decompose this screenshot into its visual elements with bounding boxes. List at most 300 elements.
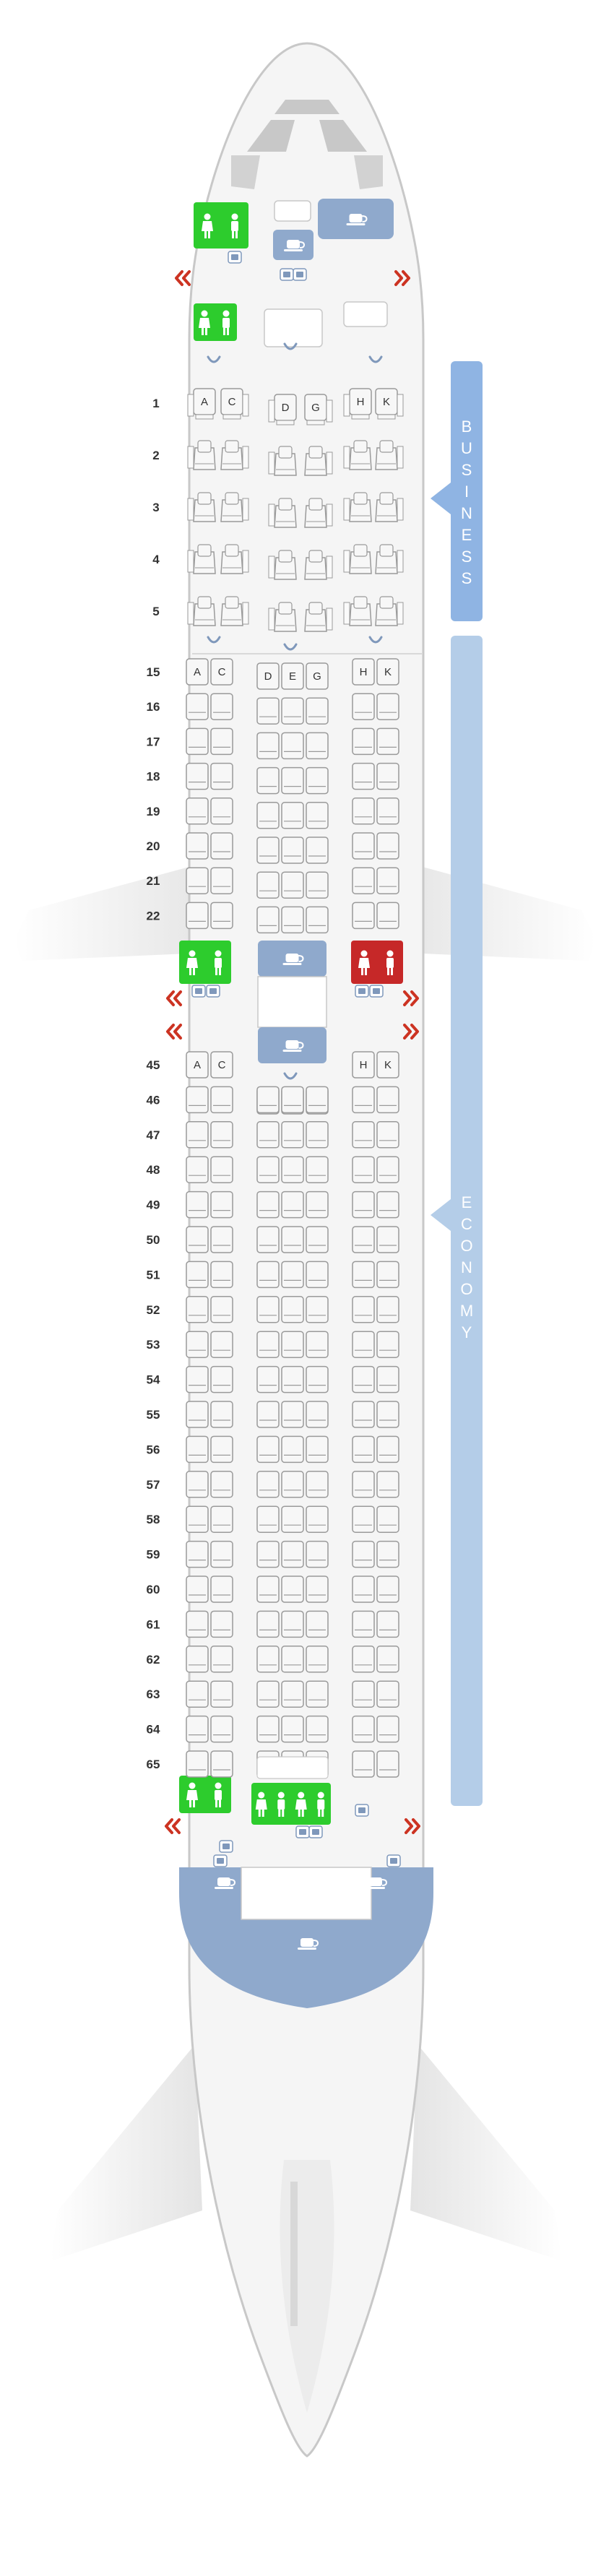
seat[interactable]: [306, 907, 328, 933]
seat[interactable]: [211, 1192, 233, 1218]
seat[interactable]: [306, 1086, 328, 1112]
seat[interactable]: [257, 872, 279, 898]
seat-letter: H: [356, 396, 365, 408]
seat[interactable]: [377, 1542, 399, 1568]
left-wing: [14, 867, 189, 961]
seat[interactable]: [186, 1576, 208, 1602]
seat[interactable]: [282, 1646, 303, 1672]
seat[interactable]: [377, 659, 399, 685]
seat[interactable]: [377, 1506, 399, 1532]
row-number: 2: [152, 449, 160, 462]
seat-letter: C: [217, 1059, 226, 1071]
seat-letter: K: [382, 396, 391, 408]
seat[interactable]: [257, 803, 279, 829]
seat[interactable]: [257, 1646, 279, 1672]
row-number: 19: [146, 804, 160, 818]
row-number: 60: [146, 1583, 160, 1596]
right-wing: [423, 867, 596, 961]
exit-aft-left: [166, 1820, 179, 1833]
seat[interactable]: [282, 1716, 303, 1742]
seat[interactable]: [353, 1611, 374, 1637]
seat-letter: G: [311, 402, 320, 414]
seat[interactable]: [353, 1192, 374, 1218]
row-number: 20: [146, 839, 160, 853]
lavatory-front-left: [194, 202, 248, 248]
seat[interactable]: [282, 768, 303, 794]
seat[interactable]: [282, 1576, 303, 1602]
seat[interactable]: [211, 1052, 233, 1078]
galley-front-right: [318, 199, 394, 239]
economy-row: [147, 1716, 399, 1742]
seat[interactable]: [257, 1471, 279, 1497]
row-number: 1: [152, 397, 160, 410]
exit-mid-2-left: [168, 1025, 181, 1038]
economy-row: [147, 1542, 399, 1568]
closet-icon: [296, 1826, 309, 1838]
economy-row: [147, 1506, 399, 1532]
row-number: 22: [146, 909, 160, 923]
economy-row: [147, 1227, 399, 1253]
economy-row: [147, 1367, 399, 1393]
seat[interactable]: [186, 1052, 208, 1078]
seat[interactable]: [282, 663, 303, 689]
seat-letter: K: [384, 666, 392, 678]
seat-letter: H: [359, 666, 368, 678]
seat[interactable]: [211, 1716, 233, 1742]
seat[interactable]: [282, 907, 303, 933]
seat-letter: H: [359, 1059, 368, 1071]
seat[interactable]: [186, 833, 208, 859]
seat[interactable]: [377, 1576, 399, 1602]
economy-row: [147, 1192, 399, 1218]
seat[interactable]: [211, 1611, 233, 1637]
seat[interactable]: [186, 1542, 208, 1568]
seat[interactable]: [306, 803, 328, 829]
seat[interactable]: [377, 1261, 399, 1287]
seat[interactable]: [377, 1681, 399, 1707]
seat[interactable]: [353, 1227, 374, 1253]
lavatory-mid-left: [179, 941, 231, 984]
seat[interactable]: [353, 1681, 374, 1707]
row-number: 49: [146, 1198, 160, 1212]
seat[interactable]: [186, 1436, 208, 1462]
seat[interactable]: [306, 1401, 328, 1427]
closet-icon: [293, 269, 306, 280]
closet-aft-center: [257, 1757, 328, 1778]
seat[interactable]: [377, 868, 399, 894]
seat[interactable]: [353, 764, 374, 790]
seat-letter: A: [200, 396, 209, 408]
closet-icon: [192, 985, 205, 997]
lavatory-front-left-2: [194, 303, 237, 341]
seat[interactable]: [211, 1157, 233, 1183]
seat[interactable]: [186, 1192, 208, 1218]
seat[interactable]: [282, 1542, 303, 1568]
seat[interactable]: [282, 803, 303, 829]
seat[interactable]: [353, 1261, 374, 1287]
seat-letter: A: [193, 666, 202, 678]
seat[interactable]: [186, 728, 208, 754]
seat[interactable]: [306, 1576, 328, 1602]
seat[interactable]: [186, 1331, 208, 1357]
seat[interactable]: [353, 1122, 374, 1148]
seat[interactable]: [377, 764, 399, 790]
row-number: 16: [146, 700, 160, 714]
seat[interactable]: [377, 1471, 399, 1497]
seat[interactable]: [257, 1542, 279, 1568]
seat[interactable]: [211, 798, 233, 824]
seat[interactable]: [211, 1227, 233, 1253]
seat[interactable]: [377, 798, 399, 824]
seat[interactable]: [353, 902, 374, 928]
economy-row: [147, 1471, 399, 1497]
economy-row: [147, 1681, 399, 1707]
seat[interactable]: [282, 1157, 303, 1183]
seat[interactable]: [211, 1506, 233, 1532]
seat[interactable]: [306, 1122, 328, 1148]
seat[interactable]: [186, 1506, 208, 1532]
seat[interactable]: [211, 1297, 233, 1323]
seat[interactable]: [186, 868, 208, 894]
seat[interactable]: [211, 1681, 233, 1707]
row-number: 3: [152, 501, 160, 514]
seat[interactable]: [257, 1681, 279, 1707]
seat[interactable]: [211, 1122, 233, 1148]
seat[interactable]: [186, 1646, 208, 1672]
seat[interactable]: [306, 1471, 328, 1497]
seat[interactable]: [377, 902, 399, 928]
seat[interactable]: [282, 872, 303, 898]
seat-letter: G: [313, 670, 321, 683]
seat[interactable]: [377, 1367, 399, 1393]
seat[interactable]: [306, 1611, 328, 1637]
seat[interactable]: [353, 1157, 374, 1183]
seat[interactable]: [211, 1542, 233, 1568]
seat[interactable]: [377, 1401, 399, 1427]
seat[interactable]: [306, 837, 328, 863]
seat[interactable]: [377, 693, 399, 719]
seat[interactable]: [257, 1576, 279, 1602]
seat[interactable]: [353, 1751, 374, 1777]
exit-mid-1-left: [168, 992, 181, 1005]
seat[interactable]: [186, 693, 208, 719]
seat[interactable]: [211, 833, 233, 859]
seat[interactable]: [353, 833, 374, 859]
row-number: 4: [152, 553, 160, 566]
row-number: 61: [146, 1617, 160, 1632]
seat[interactable]: [186, 659, 208, 685]
row-number: 54: [146, 1373, 160, 1387]
seat[interactable]: [282, 1331, 303, 1357]
seat[interactable]: [353, 1471, 374, 1497]
seat[interactable]: [306, 732, 328, 758]
row-number: 45: [146, 1058, 160, 1072]
seat[interactable]: [257, 1122, 279, 1148]
seat[interactable]: [211, 1436, 233, 1462]
seat[interactable]: [306, 1716, 328, 1742]
galley-front-center: [273, 230, 314, 260]
closet-icon: [355, 985, 368, 997]
seat[interactable]: [353, 1401, 374, 1427]
economy-row: [147, 1646, 399, 1672]
seat[interactable]: [377, 1751, 399, 1777]
exit-chevron-icon: [166, 1820, 179, 1833]
seat[interactable]: [306, 1681, 328, 1707]
economy-row: [147, 1122, 399, 1148]
seat[interactable]: [377, 1227, 399, 1253]
seat[interactable]: [377, 1297, 399, 1323]
seat[interactable]: [257, 1367, 279, 1393]
seat[interactable]: [377, 1122, 399, 1148]
seat[interactable]: [353, 1331, 374, 1357]
economy-row: [147, 1576, 399, 1602]
seat[interactable]: [353, 1576, 374, 1602]
seat[interactable]: [282, 837, 303, 863]
seat[interactable]: [257, 732, 279, 758]
seat[interactable]: [211, 902, 233, 928]
economy-row: [147, 1331, 399, 1357]
seat[interactable]: [257, 1401, 279, 1427]
seat[interactable]: [306, 1542, 328, 1568]
seat-letter: C: [228, 396, 236, 408]
seat[interactable]: [353, 1646, 374, 1672]
seat[interactable]: [282, 1436, 303, 1462]
row-number: 57: [146, 1477, 160, 1492]
seat[interactable]: [306, 1261, 328, 1287]
seat[interactable]: [257, 1192, 279, 1218]
economy-row: [147, 1297, 399, 1323]
row-number: 59: [146, 1547, 160, 1562]
seat[interactable]: [186, 1297, 208, 1323]
seat[interactable]: [353, 659, 374, 685]
seat[interactable]: [282, 732, 303, 758]
seat[interactable]: [377, 1611, 399, 1637]
seat[interactable]: [257, 1297, 279, 1323]
seat[interactable]: [377, 1192, 399, 1218]
seat[interactable]: [257, 1716, 279, 1742]
seat[interactable]: [186, 1122, 208, 1148]
seat-letter: E: [288, 670, 297, 683]
galley-mid-2: [258, 1027, 327, 1063]
seat-letter: C: [217, 666, 226, 678]
seat[interactable]: [211, 1367, 233, 1393]
seat[interactable]: [186, 902, 208, 928]
seat[interactable]: [257, 1261, 279, 1287]
seat[interactable]: [211, 1576, 233, 1602]
seat[interactable]: [306, 663, 328, 689]
economy-row: [147, 1401, 399, 1427]
row-number: 51: [146, 1268, 160, 1282]
seat[interactable]: [353, 1086, 374, 1112]
seat[interactable]: [257, 1436, 279, 1462]
seat[interactable]: [306, 1367, 328, 1393]
seat[interactable]: [353, 1506, 374, 1532]
galley-mid-1: [258, 941, 327, 977]
seat[interactable]: [186, 1157, 208, 1183]
seat[interactable]: [353, 1052, 374, 1078]
seat[interactable]: [353, 1297, 374, 1323]
cabin-bar-business: [431, 361, 483, 621]
seat[interactable]: [306, 1646, 328, 1672]
seat[interactable]: [282, 1122, 303, 1148]
seat[interactable]: [186, 1751, 208, 1777]
seat[interactable]: [306, 1436, 328, 1462]
seat[interactable]: [186, 1681, 208, 1707]
seat[interactable]: [306, 1192, 328, 1218]
economy-row: [147, 1261, 399, 1287]
seat[interactable]: [282, 1367, 303, 1393]
seat[interactable]: [211, 1401, 233, 1427]
seat[interactable]: [257, 1506, 279, 1532]
seat[interactable]: [282, 1261, 303, 1287]
seat[interactable]: [186, 1471, 208, 1497]
row-number: 46: [146, 1093, 160, 1107]
seat[interactable]: [257, 1157, 279, 1183]
seat[interactable]: [282, 1611, 303, 1637]
closet-icon: [220, 1841, 233, 1852]
seat[interactable]: [282, 1506, 303, 1532]
exit-front-left: [176, 272, 189, 285]
seat[interactable]: [377, 1646, 399, 1672]
seat[interactable]: [306, 1506, 328, 1532]
row-number: 21: [146, 874, 160, 889]
row-number: 5: [152, 605, 160, 618]
row-number: 15: [146, 665, 160, 679]
economy-row: [147, 798, 399, 829]
seat[interactable]: [306, 768, 328, 794]
seat[interactable]: [186, 798, 208, 824]
seat[interactable]: [257, 907, 279, 933]
seat[interactable]: [211, 764, 233, 790]
seat[interactable]: [211, 1261, 233, 1287]
row-number: 48: [146, 1163, 160, 1177]
seat[interactable]: [186, 764, 208, 790]
closet-icon: [309, 1826, 322, 1838]
row-number: 58: [146, 1513, 160, 1527]
row-number: 63: [146, 1687, 160, 1702]
seat[interactable]: [282, 1681, 303, 1707]
seat[interactable]: [353, 1436, 374, 1462]
seat[interactable]: [353, 868, 374, 894]
seat[interactable]: [377, 1436, 399, 1462]
seat[interactable]: [211, 1646, 233, 1672]
seat[interactable]: [353, 1716, 374, 1742]
seat[interactable]: [377, 1157, 399, 1183]
seat[interactable]: [211, 659, 233, 685]
cabin-bar-economy: [431, 636, 483, 1806]
seat-letter: K: [384, 1059, 392, 1071]
right-tail: [410, 2044, 562, 2261]
seat[interactable]: [377, 728, 399, 754]
seat[interactable]: [257, 837, 279, 863]
seat[interactable]: [353, 693, 374, 719]
seat[interactable]: [186, 1367, 208, 1393]
seat-letter: A: [193, 1059, 202, 1071]
exit-chevron-icon: [176, 272, 189, 285]
seat[interactable]: [186, 1611, 208, 1637]
seat[interactable]: [306, 872, 328, 898]
seat[interactable]: [306, 1297, 328, 1323]
seat[interactable]: [257, 768, 279, 794]
seat[interactable]: [353, 798, 374, 824]
row-number: 18: [146, 769, 160, 784]
seat[interactable]: [186, 1227, 208, 1253]
seat[interactable]: [257, 663, 279, 689]
exit-chevron-icon: [168, 992, 181, 1005]
economy-row: [147, 1611, 399, 1637]
closet-icon: [228, 251, 241, 263]
seat[interactable]: [306, 1227, 328, 1253]
closet-icon: [214, 1855, 227, 1867]
seat[interactable]: [353, 728, 374, 754]
cabin-label-economy: E C O N O M Y: [459, 1193, 474, 1341]
economy-row: [147, 659, 399, 689]
row-number: 47: [146, 1128, 160, 1142]
row-number: 62: [146, 1652, 160, 1667]
seat[interactable]: [282, 1192, 303, 1218]
seat[interactable]: [211, 693, 233, 719]
seat[interactable]: [257, 1331, 279, 1357]
seat[interactable]: [211, 1751, 233, 1777]
seat[interactable]: [282, 698, 303, 724]
seat[interactable]: [282, 1297, 303, 1323]
seat[interactable]: [211, 1471, 233, 1497]
row-number: 55: [146, 1408, 160, 1422]
seat[interactable]: [377, 1331, 399, 1357]
closet-icon: [355, 1805, 368, 1816]
row-number: 64: [146, 1722, 160, 1737]
seat[interactable]: [186, 1086, 208, 1112]
seat[interactable]: [282, 1401, 303, 1427]
seat[interactable]: [257, 1227, 279, 1253]
row-number: 50: [146, 1233, 160, 1247]
seat[interactable]: [211, 1331, 233, 1357]
seat[interactable]: [377, 1086, 399, 1112]
seat[interactable]: [211, 728, 233, 754]
economy-row: [147, 833, 399, 863]
seat[interactable]: [282, 1227, 303, 1253]
closet-icon: [387, 1855, 400, 1867]
seat[interactable]: [186, 1401, 208, 1427]
seat[interactable]: [282, 1471, 303, 1497]
economy-row: [147, 693, 399, 724]
economy-row: [147, 764, 399, 794]
seat[interactable]: [186, 1261, 208, 1287]
economy-row: [147, 1436, 399, 1462]
seat[interactable]: [306, 698, 328, 724]
closet-icon: [370, 985, 383, 997]
closet-icon: [280, 269, 293, 280]
seat[interactable]: [306, 1331, 328, 1357]
seat[interactable]: [186, 1716, 208, 1742]
seat[interactable]: [211, 1086, 233, 1112]
economy-row: [147, 1086, 399, 1112]
seat[interactable]: [306, 1157, 328, 1183]
seat[interactable]: [353, 1542, 374, 1568]
seat[interactable]: [377, 1716, 399, 1742]
seat[interactable]: [257, 1611, 279, 1637]
seat[interactable]: [282, 1086, 303, 1112]
seat[interactable]: [257, 1086, 279, 1112]
seat[interactable]: [257, 698, 279, 724]
seat[interactable]: [353, 1367, 374, 1393]
seat[interactable]: [377, 1052, 399, 1078]
seat[interactable]: [377, 833, 399, 859]
row-number: 65: [146, 1758, 160, 1771]
seat[interactable]: [211, 868, 233, 894]
seat-letter: D: [281, 402, 290, 414]
seat-letter: D: [264, 670, 272, 683]
